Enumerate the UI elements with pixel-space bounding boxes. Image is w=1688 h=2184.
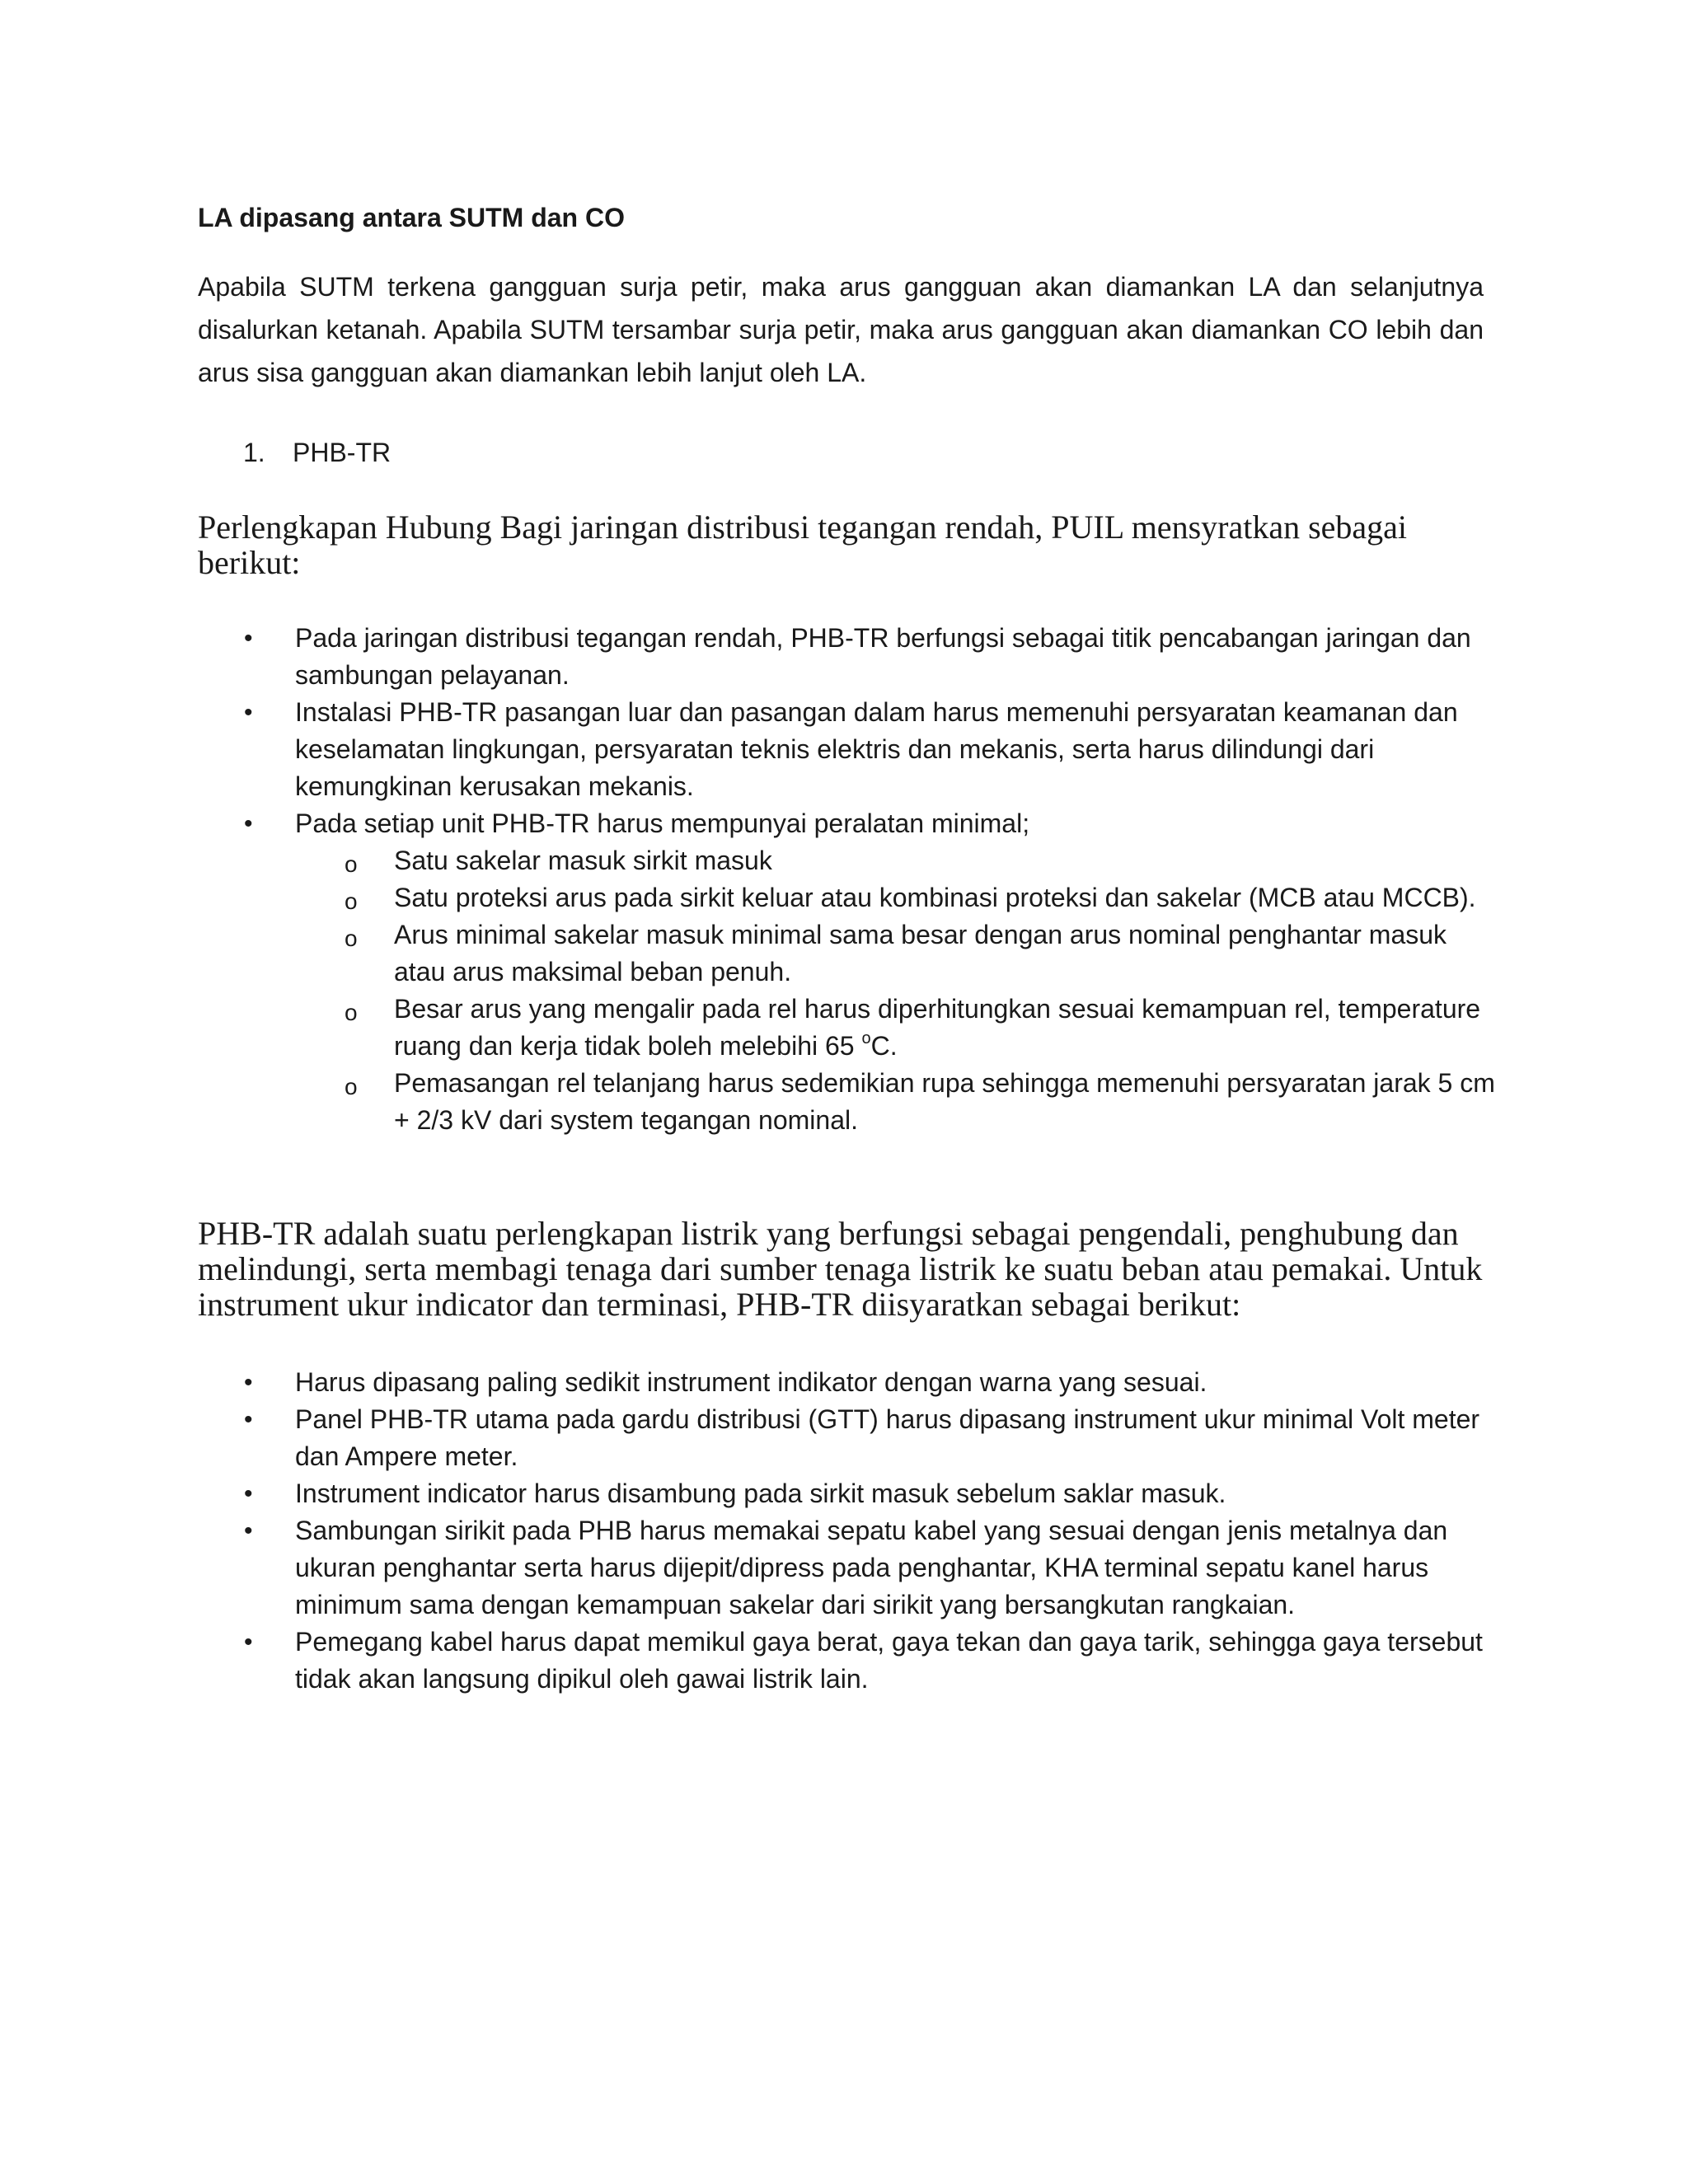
- bullet-icon: •: [244, 625, 253, 652]
- temperature-text: Besar arus yang mengalir pada rel harus diperhitungkan sesuai kemampuan rel, temperature ruang dan kerja tidak boleh melebihi 65: [394, 994, 1481, 1061]
- numbered-list-item: [198, 434, 391, 471]
- sub-list-item-text: Arus minimal sakelar masuk minimal sama besar dengan arus nominal penghantar masuk atau arus maksimal beban penuh.: [394, 920, 1447, 987]
- list-number: 1.: [243, 438, 265, 467]
- list-item: [0, 1475, 1498, 1512]
- bullet-icon: •: [244, 1517, 253, 1544]
- bullet-icon: •: [244, 1406, 253, 1433]
- bullet-icon: •: [244, 1480, 253, 1507]
- circle-bullet-icon: o: [345, 1000, 358, 1025]
- list-item: [0, 1512, 1498, 1624]
- list-item: [0, 1364, 1498, 1401]
- sub-list-item-text: [394, 994, 1480, 1061]
- bullet-icon: •: [244, 699, 253, 726]
- circle-bullet-icon: o: [345, 1074, 358, 1099]
- serif-paragraph-puil: Perlengkapan Hubung Bagi jaringan distribusi tegangan rendah, PUIL mensyratkan sebagai berikut:: [198, 509, 1408, 581]
- sub-list-item: [0, 842, 1498, 879]
- instrument-requirements-list: [0, 1364, 1688, 1698]
- list-item-text: Sambungan sirikit pada PHB harus memakai sepatu kabel yang sesuai dengan jenis metalnya dan ukuran penghantar serta harus dijepit/dipress pada penghantar, KHA terminal sepatu kanel harus minimum sama dengan kemampuan sakelar dari sirikit yang bersangkutan rangkaian.: [295, 1516, 1448, 1619]
- list-item-text: Pada jaringan distribusi tegangan rendah, PHB-TR berfungsi sebagai titik pencabangan jaringan dan sambungan pelayanan.: [295, 623, 1471, 690]
- section-heading: LA dipasang antara SUTM dan CO: [198, 203, 625, 232]
- bullet-icon: •: [244, 1369, 253, 1396]
- sub-list-item-text: Satu sakelar masuk sirkit masuk: [394, 846, 772, 875]
- list-item-text: Instalasi PHB-TR pasangan luar dan pasangan dalam harus memenuhi persyaratan keamanan dan keselamatan lingkungan, persyaratan teknis elektris dan mekanis, serta harus dilindungi dari kemungkinan kerusakan mekanis.: [295, 697, 1458, 801]
- circle-bullet-icon: o: [345, 926, 358, 951]
- bullet-icon: •: [244, 810, 253, 837]
- list-item-text: Harus dipasang paling sedikit instrument indikator dengan warna yang sesuai.: [295, 1367, 1207, 1397]
- serif-paragraph-phb-tr: PHB-TR adalah suatu perlengkapan listrik yang berfungsi sebagai pengendali, penghubung dan melindungi, serta membagi tenaga dari sumber tenaga listrik ke suatu beban atau pemakai. Untuk instrument ukur indicator dan terminasi, PHB-TR diisyaratkan sebagai berikut:: [198, 1215, 1483, 1323]
- list-item: [0, 1624, 1498, 1698]
- list-item: [0, 805, 1498, 842]
- list-item: [0, 694, 1498, 805]
- sub-list-item: [0, 879, 1498, 916]
- degree-superscript: o: [861, 1029, 871, 1048]
- sub-list-item-text: Satu proteksi arus pada sirkit keluar atau kombinasi proteksi dan sakelar (MCB atau MCCB).: [394, 883, 1476, 912]
- list-item-text: Pada setiap unit PHB-TR harus mempunyai peralatan minimal;: [295, 808, 1030, 838]
- list-item-text: Instrument indicator harus disambung pada sirkit masuk sebelum saklar masuk.: [295, 1479, 1226, 1508]
- requirements-list: [0, 620, 1688, 1139]
- list-item: [0, 620, 1498, 694]
- list-item-text: Pemegang kabel harus dapat memikul gaya berat, gaya tekan dan gaya tarik, sehingga gaya tersebut tidak akan langsung dipikul oleh gawai listrik lain.: [295, 1627, 1483, 1694]
- list-item-text: Panel PHB-TR utama pada gardu distribusi (GTT) harus dipasang instrument ukur minimal Volt meter dan Ampere meter.: [295, 1404, 1480, 1471]
- bullet-icon: •: [244, 1629, 253, 1656]
- sub-list-item: [0, 991, 1498, 1065]
- temperature-unit: C.: [870, 1031, 898, 1061]
- list-item-label: PHB-TR: [293, 438, 392, 467]
- sub-list-item: [0, 1065, 1498, 1139]
- list-item: [0, 1401, 1498, 1475]
- intro-paragraph: Apabila SUTM terkena gangguan surja petir, maka arus gangguan akan diamankan LA dan selanjutnya disalurkan ketanah. Apabila SUTM tersambar surja petir, maka arus gangguan akan diamankan CO lebih dan arus sisa gangguan akan diamankan lebih lanjut oleh LA.: [198, 272, 1484, 387]
- circle-bullet-icon: o: [345, 888, 358, 914]
- circle-bullet-icon: o: [345, 851, 358, 877]
- sub-list-item: [0, 916, 1498, 991]
- sub-list-item-text: Pemasangan rel telanjang harus sedemikian rupa sehingga memenuhi persyaratan jarak 5 cm + 2/3 kV dari system tegangan nominal.: [394, 1068, 1495, 1135]
